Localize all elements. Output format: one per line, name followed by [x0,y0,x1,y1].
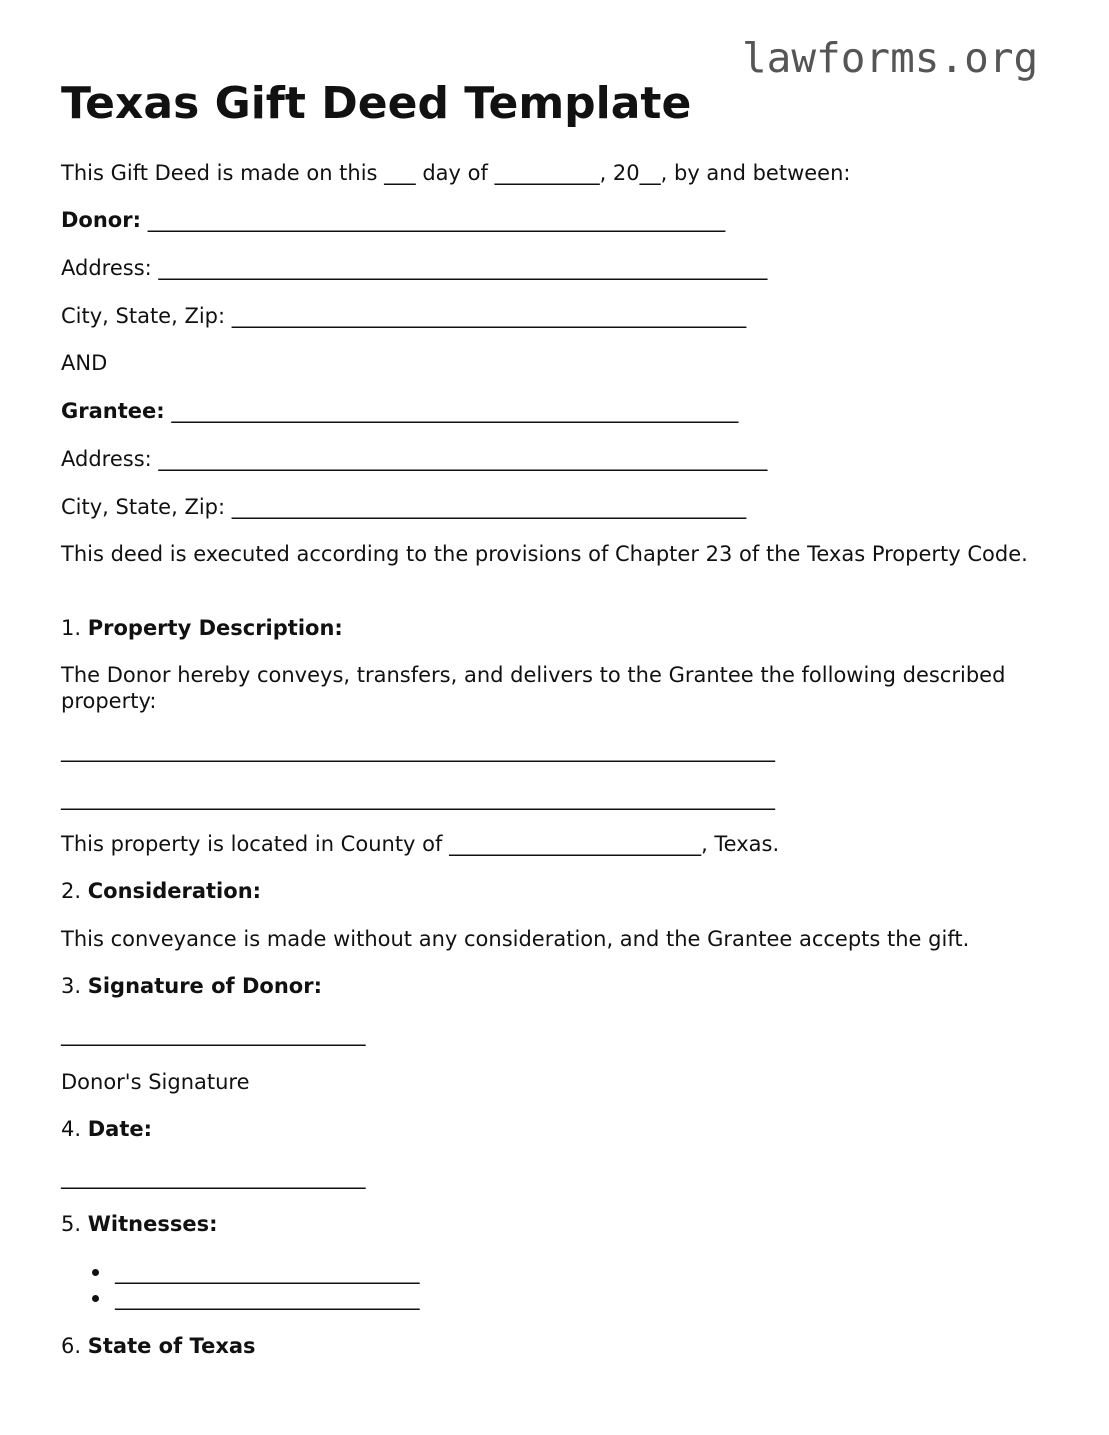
donor-label: Donor: [61,208,141,232]
donor-signature-blank: _____________________________ [61,1022,366,1046]
donor-line [61,207,725,233]
witness-2-blank: _____________________________ [115,1286,420,1310]
property-blank-line-2: ____________________________________________________________________ [61,786,775,810]
section-2-title: Consideration: [87,879,262,903]
property-blank-line-1: ____________________________________________________________________ [61,738,775,762]
donor-address: Address: __________________________________________________________ [61,256,768,280]
section-4-number: 4. [61,1117,82,1141]
property-description-text: The Donor hereby conveys, transfers, and delivers to the Grantee the following described property: [61,663,1006,713]
county-text: This property is located in County of ________________________, Texas. [61,832,780,856]
bullet-icon [92,1269,99,1276]
grantee-city-state-zip: City, State, Zip: _________________________________________________ [61,495,747,519]
section-1-number: 1. [61,616,82,640]
bullet-icon [92,1295,99,1302]
and-text: AND [61,351,108,375]
donor-signature-caption: Donor's Signature [61,1070,250,1094]
donor-city-state-zip: City, State, Zip: _________________________________________________ [61,304,747,328]
section-5-number: 5. [61,1212,82,1236]
section-2-heading [61,878,261,904]
section-1-title: Property Description: [87,616,343,640]
chapter-text: This deed is executed according to the provisions of Chapter 23 of the Texas Property Code. [61,542,1028,566]
section-3-number: 3. [61,974,82,998]
donor-name-blank: _______________________________________________________ [147,208,726,232]
section-6-number: 6. [61,1334,82,1358]
section-5-title: Witnesses: [87,1212,218,1236]
witness-1-blank: _____________________________ [115,1260,420,1284]
section-2-number: 2. [61,879,82,903]
section-6-title: State of Texas [87,1334,256,1358]
consideration-text: This conveyance is made without any consideration, and the Grantee accepts the gift. [61,927,970,951]
grantee-address: Address: __________________________________________________________ [61,447,768,471]
grantee-label: Grantee: [61,399,165,423]
section-4-heading [61,1116,152,1142]
section-6-heading [61,1333,256,1359]
section-3-heading [61,973,322,999]
page-title: Texas Gift Deed Template [61,78,692,129]
intro-text: This Gift Deed is made on this ___ day of __________, 20__, by and between: [61,161,851,185]
section-1-heading [61,615,343,641]
section-5-heading [61,1211,217,1237]
watermark: lawforms.org [742,34,1039,82]
grantee-line [61,398,738,424]
date-blank: _____________________________ [61,1165,366,1189]
section-3-title: Signature of Donor: [87,974,322,998]
section-4-title: Date: [87,1117,153,1141]
grantee-name-blank: ______________________________________________________ [171,399,739,423]
